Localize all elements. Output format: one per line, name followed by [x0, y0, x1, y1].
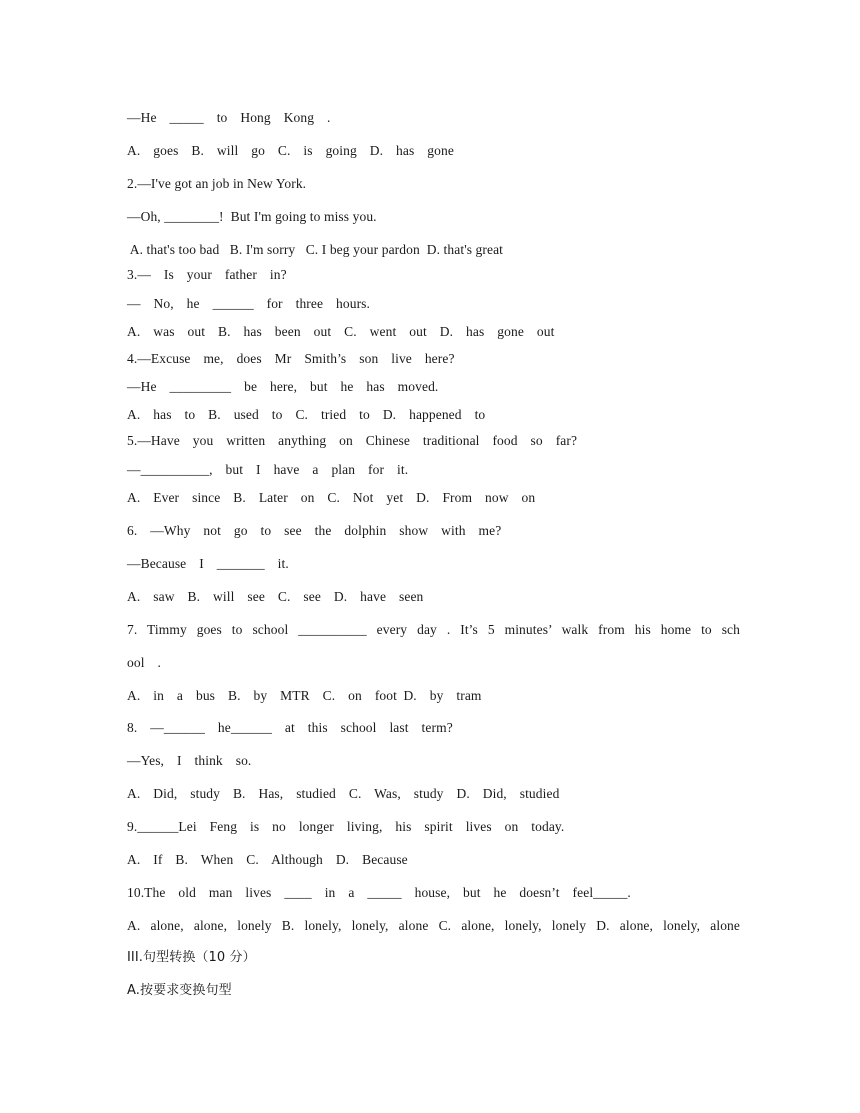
q2-question: 2.—I've got an job in New York.: [127, 176, 307, 191]
q7-question-continued: ool .: [127, 655, 161, 670]
q8-options: A. Did, study B. Has, studied C. Was, study D. Did, studied: [127, 786, 560, 801]
q6-question: 6. —Why not go to see the dolphin show with me?: [127, 523, 502, 538]
section-a-heading: A.按要求变换句型: [127, 983, 232, 998]
q4-question: 4.—Excuse me, does Mr Smith’s son live here?: [127, 351, 455, 366]
q10-question: 10.The old man lives ____ in a _____ house, but he doesn’t feel_____.: [127, 885, 631, 900]
q5-question: 5.—Have you written anything on Chinese traditional food so far?: [127, 433, 578, 448]
q7-options: A. in a bus B. by MTR C. on foot D. by tram: [127, 688, 482, 703]
q2-response: —Oh, ________! But I'm going to miss you.: [127, 209, 377, 224]
q5-response: —__________, but I have a plan for it.: [127, 462, 409, 477]
q3-question: 3.— Is your father in?: [127, 267, 287, 282]
q9-options: A. If B. When C. Although D. Because: [127, 852, 408, 867]
q7-question: 7. Timmy goes to school __________ every day . It’s 5 minutes’ walk from his home to sch: [127, 622, 740, 637]
section-iii-heading: III.句型转换（10 分）: [127, 950, 256, 965]
q2-options: A. that's too bad B. I'm sorry C. I beg your pardon D. that's great: [127, 242, 504, 257]
q10-options: A. alone, alone, lonely B. lonely, lonely, alone C. alone, lonely, lonely D. alone, lonely, alone: [127, 918, 740, 933]
q3-options: A. was out B. has been out C. went out D. has gone out: [127, 324, 555, 339]
q4-options: A. has to B. used to C. tried to D. happened to: [127, 407, 486, 422]
q3-response: — No, he ______ for three hours.: [127, 296, 371, 311]
q8-response: —Yes, I think so.: [127, 753, 252, 768]
q9-question: 9.______Lei Feng is no longer living, his spirit lives on today.: [127, 819, 565, 834]
q6-options: A. saw B. will see C. see D. have seen: [127, 589, 424, 604]
q1-dialogue-line: —He _____ to Hong Kong .: [127, 110, 331, 125]
q5-options: A. Ever since B. Later on C. Not yet D. From now on: [127, 490, 536, 505]
q4-response: —He _________ be here, but he has moved.: [127, 379, 439, 394]
q1-options: A. goes B. will go C. is going D. has gone: [127, 143, 454, 158]
q6-response: —Because I _______ it.: [127, 556, 289, 571]
q8-question: 8. —______ he______ at this school last term?: [127, 720, 453, 735]
